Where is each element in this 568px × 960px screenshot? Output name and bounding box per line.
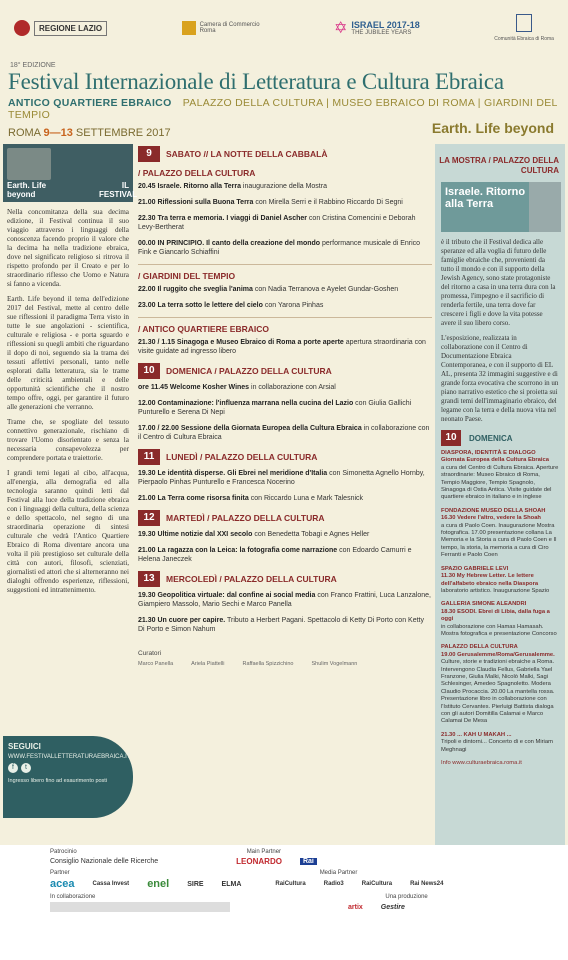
event-title: 23.00 La terra sotto le lettere del cielo — [138, 302, 263, 309]
event-details: in collaborazione con Arsial — [249, 384, 336, 391]
comunita-label: Comunità Ebraica di Roma — [494, 36, 554, 42]
program-event — [138, 239, 432, 257]
main-partner-label: Main Partner — [246, 849, 282, 855]
exhibition-heading: LA MOSTRA / PALAZZO DELLA CULTURA — [439, 156, 559, 175]
star-of-david-icon: ✡ — [334, 20, 348, 37]
sunday-event-block — [435, 450, 565, 502]
festival-paragraph: Trame che, se spogliate del tessuto connettivo generazionale, rischiano di trovare l'Uomo disorientato e senza la necessaria consapevolezza per comprendere portata e traiettorie. — [7, 418, 129, 462]
event-details: con Nadia Terranova e Ayelet Gundar-Goshen — [252, 286, 399, 293]
twitter-icon[interactable]: t — [21, 763, 31, 773]
event-title: 19.30 Ultime notizie dal XXI secolo — [138, 531, 253, 538]
day-header-10 — [138, 363, 432, 379]
block-details: a cura di Paolo Coen. Inaugurazione Mostra fotografica. 17.00 presentazione collana La Memoria e la Storia a cura di Paolo Coen e Il tempo, la storia, la memoria a cura di Ciro Ferranti e Paolo Coen — [441, 522, 557, 559]
event-title: 21.30 / 1.15 Sinagoga e Museo Ebraico di Roma a porte aperte — [138, 339, 344, 346]
event-list — [138, 469, 432, 503]
media-partner-label: Media Partner — [319, 870, 358, 876]
event-details: con Simonetta Agnello Hornby, Pierpaolo Pinhas Punturello e Francesca Nocerino — [138, 470, 425, 486]
festival-paragraph: Earth. Life beyond il tema dell'edizione 2017 del Festival, mette al centro delle sue riflessioni il paradigma Terra visto in tutte le sue angolazioni - scientifica, culturale e religiosa - e porta sguardo e riflessioni su quegli ambiti che riguardano il dopo di noi, seguendo sia la trama dei tessuti affettivi personali, tanto nelle esplorati dalla letteratura, sia le trame delle criticità ambientali e delle opportunità scientifiche che il nostro tempo offre, oggi, per garantire il futuro alle generazioni che verranno. — [7, 295, 129, 411]
event-title: 17.00 / 22.00 Sessione della Giornata Europea della Cultura Ebraica — [138, 425, 362, 432]
event-list — [138, 285, 432, 310]
program-event — [138, 530, 432, 539]
info-link[interactable]: Info www.culturaebraica.roma.it — [441, 760, 522, 767]
day-number: 11 — [138, 449, 160, 465]
event-details: con Mirella Serri e il Rabbino Riccardo Di Segni — [253, 199, 403, 206]
collab-label: In collaborazione — [50, 894, 96, 900]
event-title: 12.00 Contaminazione: l'influenza marrana nella cucina del Lazio — [138, 400, 354, 407]
day-label: LUNEDÌ / PALAZZO DELLA CULTURA — [166, 452, 318, 462]
dates-days: 9—13 — [43, 127, 73, 139]
exhibition-image — [441, 182, 561, 232]
curators-names — [138, 661, 432, 667]
curators-label: Curatori — [138, 650, 162, 657]
regione-lazio-logo — [14, 20, 107, 36]
festival-image-theme: Earth. Life beyond — [7, 181, 47, 199]
block-title: 18.30 ESODI. Ebrei di Libia, dalla fuga a oggi — [441, 608, 550, 623]
program-event — [138, 546, 432, 564]
event-details: inaugurazione della Mostra — [240, 183, 327, 190]
day-header-10-right — [441, 430, 559, 446]
sunday-event-block — [435, 508, 565, 560]
exhibition-title: Israele. Ritorno alla Terra — [445, 186, 526, 210]
sunday-event-block — [435, 644, 565, 725]
event-details: con Edoardo Camurri e Helena Janeczek — [138, 547, 412, 563]
sponsors-footer — [0, 845, 568, 960]
program-event — [138, 214, 432, 232]
block-title: 16.30 Vedere l'altro, vedere la Shoah — [441, 515, 541, 522]
event-list — [138, 182, 432, 257]
event-title: 22.00 Il ruggito che sveglia l'anima — [138, 286, 253, 293]
block-title: 11.30 My Hebrew Letter. Le lettere dell'alfabeto ebraico nella Diaspora — [441, 573, 539, 587]
dates-month: SETTEMBRE 2017 — [72, 127, 171, 139]
program-event — [138, 399, 432, 417]
partner-logo: ELMA — [221, 880, 242, 888]
venue-heading: / PALAZZO DELLA CULTURA — [138, 168, 256, 178]
day-header-13 — [138, 571, 432, 587]
partner-logo: SIRE — [187, 880, 204, 888]
festival-paragraph: I grandi temi legati al cibo, all'acqua, all'energia, alla demografia ed alla tecnologia saranno quindi letti dal Festival alla luce della tradizione ebraica con i linguaggi della cultura, della scienza e dello spettacolo, nel segno di una straordinaria operazione di sintesi culturale che vedrà l'Antico Quartiere Ebraico di Roma diventare ancora una volta il più prestigioso set culturale della città con autori, filosofi, scienziati, giornalisti ed attori che si alterneranno nei dialoghi offrendo esperienze, riflessioni, suggestioni ed intrattenimento. — [7, 469, 129, 594]
program-event — [138, 494, 432, 503]
regione-emblem-icon — [14, 20, 30, 36]
subtitle-right: PALAZZO DELLA CULTURA | MUSEO EBRAICO DI ROMA | GIARDINI DEL TEMPIO — [8, 97, 558, 121]
facebook-icon[interactable]: f — [8, 763, 18, 773]
festival-url-link[interactable]: WWW.FESTIVALLETTERATURAEBRAICA.IT — [8, 754, 131, 760]
sunday-event-block — [435, 601, 565, 638]
produzione-label: Una produzione — [385, 894, 428, 900]
festival-paragraph: Nella concomitanza della sua decima edizione, il Festival continua il suo viaggio attraverso i linguaggi della conoscenza facendo proprio il valore che la decima ha nella tradizione ebraica, dove nel significato religioso si ritrova il rispetto profondo per il Creato e per lo straordinario riflesso che Uomo e Natura si fanno a vicenda. — [7, 208, 129, 288]
exhibition-paragraph: L'esposizione, realizzata in collaborazione con il Centro di Documentazione Ebraica Contemporanea, e con il supporto di EL AL, presenta 32 immagini suggestive e di grande forza evocativa che scorrono in un piano narrativo estetico che si proietta sui grandi temi dell'immaginario ebraico, del legame con la terra e della nuova vita nel neonato Paese. — [441, 334, 559, 423]
event-details: con Cristina Comencini e Deborah Levy-Bertherat — [138, 215, 416, 231]
block-details: Culture, storie e tradizioni ebraiche a Roma. Intervengono Claudia Fellus, Gabriella Yael Franzone, Giulia Malki, Nicolò Malki, Sagi Schlesinger, Amedeo Spagnoletto. Modera Claudio Procaccia. 20.00 La mantella rossa. Presentazione libro in collaborazione con l'Istituto Cervantes. Pierluigi Battista dialoga con gli autori Domitilla Calamai e Marco Calamai De Mesa — [441, 659, 555, 725]
media-logo: Radio3 — [323, 881, 344, 887]
curator-name: Shulim Vogelmann — [311, 661, 358, 667]
program-column — [138, 144, 432, 667]
event-details: performance musicale di Enrico Fink e Giancarlo Schiaffini — [138, 240, 421, 256]
subtitle-left: ANTICO QUARTIERE EBRAICO — [8, 97, 172, 109]
exhibition-paragraph: è il tributo che il Festival dedica alle speranze ed alla voglia di futuro delle famiglie ebraiche che, provenienti da tutto il mondo e con il supporto della Jewish Agency, sono state protagoniste del ritorno a casa in una terra dura con la promessa, l'impegno e il sacrificio di renderla fertile, una terra dove far crescere i figli e dove la vita potesse avere il suo libero corso. — [441, 238, 556, 327]
block-heading: DIASPORA, IDENTITÀ E DIALOGO — [441, 450, 536, 456]
sunday-events — [435, 450, 565, 754]
camera-commercio-logo — [182, 21, 260, 35]
block-heading: GALLERIA SIMONE ALEANDRI — [441, 601, 527, 608]
event-details: in collaborazione con il Centro di Cultura Ebraica — [138, 425, 430, 441]
event-title: 00.00 IN PRINCIPIO. Il canto della creazione del mondo — [138, 240, 321, 247]
day-header-11 — [138, 449, 432, 465]
day-header-12 — [138, 510, 432, 526]
cnr-logo: Consiglio Nazionale delle Ricerche — [50, 858, 159, 865]
media-logo: RaiCultura — [361, 881, 393, 887]
event-title: 21.00 La Terra come risorsa finita — [138, 495, 249, 502]
event-list — [138, 530, 432, 564]
block-title: Giornata Europea della Cultura Ebraica — [441, 457, 549, 464]
producer-logo: Gestire — [380, 903, 405, 911]
event-title: 21.00 La ragazza con la Leica: la fotografia come narrazione — [138, 547, 338, 554]
day-number: 10 — [138, 363, 160, 379]
media-logo: RaiCultura — [275, 881, 306, 887]
block-title: 21.30 ... KAH U MAKAH ... — [441, 731, 512, 738]
day-label: DOMENICA — [469, 433, 513, 443]
israel-label: ISRAEL 2017-18 — [351, 20, 420, 30]
program-event — [138, 383, 432, 392]
festival-image-label: IL FESTIVAL — [99, 181, 138, 199]
block-details: a cura del Centro di Cultura Ebraica. Aperture straordinarie: Museo Ebraico di Roma, Tempio Maggiore, Tempio Spagnolo, Sinagoga di Ostia Antica. Visite guidate del quartiere ebraico in italiano e in inglese — [441, 464, 559, 501]
day-label: SABATO // LA NOTTE DELLA CABBALÀ — [166, 149, 328, 159]
event-details: con Benedetta Tobagi e Agnes Heller — [252, 531, 370, 538]
festival-description — [3, 202, 133, 595]
exhibition-photo — [529, 182, 561, 232]
theme-title: Earth. Life beyond — [431, 120, 554, 136]
block-details: laboratorio artistico. Inaugurazione Spazio — [441, 587, 550, 594]
regione-label: REGIONE LAZIO — [34, 21, 107, 36]
event-details: con Riccardo Luna e Mark Talesnick — [248, 495, 364, 502]
media-logo: Rai News24 — [410, 881, 444, 887]
event-list — [138, 338, 432, 356]
camera-emblem-icon — [182, 21, 196, 35]
day-label: MERCOLEDÌ / PALAZZO DELLA CULTURA — [166, 574, 337, 584]
left-column — [3, 144, 138, 869]
event-details: apertura straordinaria con visite guidate ad ingresso libero — [138, 339, 426, 355]
follow-us-heading: SEGUICI — [8, 742, 41, 751]
program-event — [138, 182, 432, 191]
event-title: 19.30 Geopolitica virtuale: dal confine ai social media — [138, 592, 316, 599]
partner-logo: Cassa Invest — [92, 881, 130, 887]
program-event — [138, 616, 432, 634]
event-title: 21.00 Riflessioni sulla Buona Terra — [138, 199, 254, 206]
block-details: in collaborazione con Hamas Hamasah. Mostra fotografica e presentazione Concorso — [441, 623, 557, 637]
comunita-logo — [494, 14, 554, 42]
header-logos — [0, 0, 568, 56]
block-details: Tripoli e dintorni... Concerto di e con Miriam Meghnagi — [441, 739, 553, 753]
event-details: Tributo a Herbert Pagani. Spettacolo di Ketty Di Porto con Ketty Di Porto e Simon Nahum — [138, 617, 424, 633]
event-title: 21.30 Un cuore per capire. — [138, 617, 226, 624]
right-column — [435, 144, 565, 869]
exhibition-description — [435, 232, 565, 424]
event-list — [138, 383, 432, 442]
block-heading: PALAZZO DELLA CULTURA — [441, 644, 518, 651]
israel-jubilee-logo — [334, 18, 420, 38]
day-header-9 — [138, 146, 432, 162]
free-entry-note: Ingresso libero fino ad esaurimento posti — [8, 778, 108, 784]
follow-us-box — [3, 736, 133, 818]
program-event — [138, 285, 432, 294]
producer-logo: artix — [348, 903, 363, 911]
patrocinio-label: Patrocinio — [50, 849, 77, 855]
event-title: 22.30 Tra terra e memoria. I viaggi di Daniel Ascher — [138, 215, 307, 222]
block-heading: SPAZIO GABRIELE LEVI — [441, 565, 509, 572]
title-area — [8, 62, 560, 139]
event-title: 19.30 Le identità disperse. Gli Ebrei nel meridione d'Italia — [138, 470, 328, 477]
comunita-emblem-icon — [516, 14, 532, 32]
sunday-event-block — [435, 732, 565, 754]
edition-label: 18° EDIZIONE — [10, 62, 56, 69]
partner-logo: acea — [50, 878, 75, 890]
program-event — [138, 338, 432, 356]
collab-logos — [50, 902, 230, 912]
program-event — [138, 198, 432, 207]
day-label: DOMENICA / PALAZZO DELLA CULTURA — [166, 366, 332, 376]
curator-name: Ariela Piattelli — [191, 661, 225, 667]
day-number: 9 — [138, 146, 160, 162]
event-list — [138, 591, 432, 634]
day-label: MARTEDÌ / PALAZZO DELLA CULTURA — [166, 513, 325, 523]
festival-title: Festival Internazionale di Letteratura e Cultura Ebraica — [8, 69, 504, 94]
day-number: 13 — [138, 571, 160, 587]
dates-city: ROMA — [8, 127, 44, 139]
event-title: ore 11.45 Welcome Kosher Wines — [138, 384, 250, 391]
venue-heading: / GIARDINI DEL TEMPIO — [138, 271, 236, 281]
event-title: 20.45 Israele. Ritorno alla Terra — [138, 183, 241, 190]
subtitle-line — [8, 97, 560, 121]
event-details: con Franco Frattini, Luca Lanzalone, Giampiero Massolo, Mario Sechi e Marco Panella — [138, 592, 431, 608]
block-heading: FONDAZIONE MUSEO DELLA SHOAH — [441, 507, 546, 514]
festival-image — [3, 144, 138, 202]
curator-name: Raffaella Spizzichino — [242, 661, 294, 667]
event-details: con Giulia Gallichi Punturello e Serena Di Nepi — [138, 400, 412, 416]
camera-label: Camera di Commercio Roma — [199, 22, 260, 34]
leonardo-logo: LEONARDO — [236, 857, 282, 866]
curator-name: Marco Panella — [138, 661, 174, 667]
program-event — [138, 469, 432, 487]
program-event — [138, 301, 432, 310]
program-event — [138, 591, 432, 609]
event-details: con Yarona Pinhas — [262, 302, 324, 309]
day-number: 12 — [138, 510, 160, 526]
day-number: 10 — [441, 430, 461, 446]
rai-icon: Rai — [300, 858, 317, 865]
venue-heading: / ANTICO QUARTIERE EBRAICO — [138, 324, 269, 334]
festival-photo — [7, 148, 51, 180]
block-title: 19.00 Gerusalemme/Roma/Gerusalemme. — [441, 651, 555, 658]
jubilee-label: THE JUBILEE YEARS — [351, 30, 412, 36]
partner-label: Partner — [50, 870, 70, 876]
sunday-event-block — [435, 566, 565, 596]
program-event — [138, 424, 432, 442]
partner-logo: enel — [147, 878, 170, 890]
